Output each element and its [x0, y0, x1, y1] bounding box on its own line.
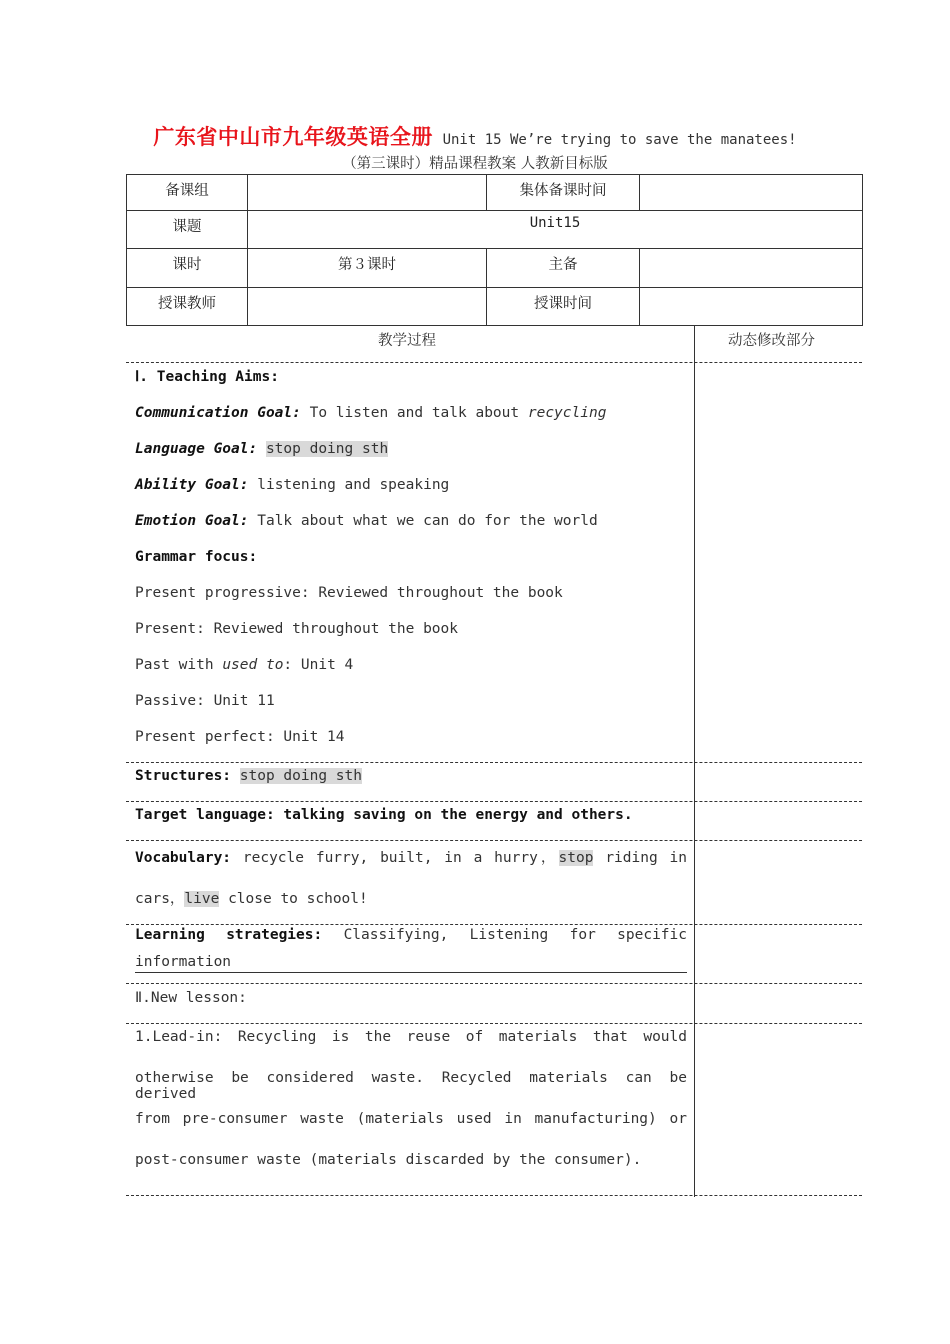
grammar-item: Present: Reviewed throughout the book [135, 621, 459, 637]
vocabulary-words-end: riding in [593, 850, 687, 866]
communication-goal-text: To listen and talk about [300, 405, 528, 421]
communication-goal-label: Communication Goal: [135, 405, 301, 421]
grammar-item-text: Past with [135, 657, 223, 673]
dashed-divider [126, 762, 862, 763]
vocabulary-text: cars， [135, 891, 185, 907]
emotion-goal [135, 513, 598, 529]
cell-class-time-value [640, 288, 863, 326]
target-language-text: Target language: talking saving on the energy and others. [135, 807, 633, 823]
emotion-goal-text: Talk about what we can do for the world [248, 513, 598, 529]
revision-header: 动态修改部分 [728, 333, 815, 349]
structures-text: stop doing sth [239, 768, 362, 784]
communication-goal [135, 405, 606, 421]
document-subtitle: （第三课时）精品课程教案 人教新目标版 [342, 156, 608, 172]
grammar-focus-label: Grammar focus: [135, 549, 258, 565]
grammar-item: Present perfect: Unit 14 [135, 729, 345, 745]
lead-in-line: post-consumer waste (materials discarded by the consumer). [135, 1152, 642, 1168]
cell-prep-group-value [248, 175, 487, 211]
emotion-goal-label: Emotion Goal: [135, 513, 249, 529]
cell-main-prep-label: 主备 [487, 249, 640, 288]
vocabulary-text-end: close to school! [219, 891, 368, 907]
vocab-highlight-live: live [184, 891, 220, 907]
grammar-item: Present progressive: Reviewed throughout the book [135, 585, 563, 601]
cell-group-time-value [640, 175, 863, 211]
dashed-divider [126, 840, 862, 841]
vocabulary-line-1 [135, 846, 687, 867]
language-goal [135, 441, 388, 457]
ability-goal [135, 477, 449, 493]
cell-topic-label: 课题 [127, 211, 248, 249]
cell-topic-value: Unit15 [248, 211, 863, 249]
communication-goal-word: recycling [527, 405, 607, 421]
dashed-divider [126, 924, 862, 925]
strategies-text: Classifying, Listening for specific [343, 927, 687, 943]
process-header: 教学过程 [378, 333, 436, 349]
ability-goal-label: Ability Goal: [135, 477, 249, 493]
dashed-divider [126, 801, 862, 802]
dashed-divider [126, 1023, 862, 1024]
strategies-line-1 [135, 927, 687, 943]
cell-period-label: 课时 [127, 249, 248, 288]
grammar-item [135, 657, 353, 673]
strategies-line-2: information [135, 954, 232, 970]
new-lesson-heading: Ⅱ.New lesson: [135, 990, 247, 1006]
underline [135, 972, 687, 973]
vocabulary-words: recycle furry, built, in a hurry， [242, 850, 559, 866]
cell-class-time-label: 授课时间 [487, 288, 640, 326]
structures-label: Structures: [135, 768, 232, 784]
aims-heading: Ⅰ. Teaching Aims: [135, 369, 279, 385]
lead-in-line: from pre-consumer waste (materials used in manufacturing) or [135, 1111, 687, 1127]
cell-period-value: 第３课时 [248, 249, 487, 288]
lesson-info-table [126, 174, 863, 326]
lead-in-line: otherwise be considered waste. Recycled materials can be derived [135, 1070, 687, 1102]
dashed-divider [126, 362, 862, 363]
document-title [0, 121, 950, 151]
column-divider [694, 325, 695, 1197]
grammar-item: Passive: Unit 11 [135, 693, 275, 709]
language-goal-label: Language Goal: [135, 441, 258, 457]
title-english: Unit 15 We’re trying to save the manatees! [442, 132, 797, 148]
cell-prep-group-label: 备课组 [127, 175, 248, 211]
dashed-divider [126, 1195, 862, 1196]
ability-goal-text: listening and speaking [248, 477, 450, 493]
strategies-label: Learning strategies: [135, 927, 323, 943]
cell-main-prep-value [640, 249, 863, 288]
grammar-item-text: : Unit 4 [283, 657, 354, 673]
cell-group-time-label: 集体备课时间 [487, 175, 640, 211]
lead-in-line: 1.Lead-in: Recycling is the reuse of materials that would [135, 1029, 687, 1045]
teaching-process-section [126, 325, 862, 1197]
cell-teacher-label: 授课教师 [127, 288, 248, 326]
grammar-item-italic: used to [222, 657, 284, 673]
vocabulary-line-2 [135, 887, 368, 908]
dashed-divider [126, 983, 862, 984]
vocab-highlight-stop: stop [558, 850, 594, 866]
vocabulary-label: Vocabulary: [135, 850, 232, 866]
title-chinese: 广东省中山市九年级英语全册 [153, 125, 433, 149]
language-goal-text: stop doing sth [265, 441, 389, 457]
cell-teacher-value [248, 288, 487, 326]
